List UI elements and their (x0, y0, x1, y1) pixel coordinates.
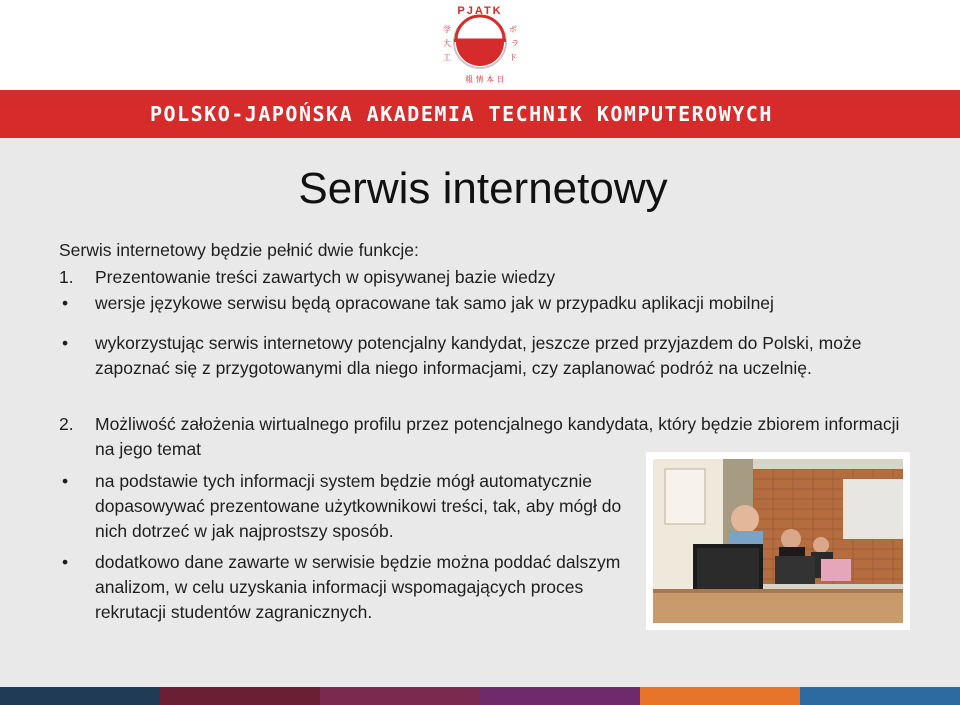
slide-title: Serwis internetowy (298, 164, 668, 213)
svg-text:学: 学 (443, 25, 451, 34)
item-marker: 1. (59, 267, 74, 287)
bullet-marker: • (62, 333, 69, 353)
footer-segment (480, 687, 640, 705)
banner-title: POLSKO-JAPOŃSKA AKADEMIA TECHNIK KOMPUTEROWYCH (150, 102, 773, 126)
intro-text: Serwis internetowy będzie pełnić dwie funkcje: (59, 240, 419, 260)
footer-segment (160, 687, 320, 705)
svg-text:大: 大 (443, 39, 451, 48)
footer-segment (640, 687, 800, 705)
header-area (0, 0, 960, 90)
list-item: wersje językowe serwisu będą opracowane tak samo jak w przypadku aplikacji mobilnej (95, 293, 774, 313)
footer-segment (800, 687, 960, 705)
institution-banner (0, 90, 960, 138)
bullet-marker: • (62, 471, 69, 491)
bullet-marker: • (62, 293, 69, 313)
pjatk-logo-icon (435, 2, 525, 88)
students-with-laptops-photo (646, 452, 910, 630)
svg-text:工: 工 (443, 53, 451, 62)
footer-segment (320, 687, 480, 705)
svg-text:ド: ド (509, 53, 517, 62)
list-item: na podstawie tych informacji system będzie mógł automatycznie dopasowywać prezentowane użytkownikowi treści, tak, aby mógł do nich dotrzeć w jak najprostszy sposób. (95, 471, 622, 541)
bullet-marker: • (62, 552, 69, 572)
footer-color-strip (0, 687, 960, 705)
list-item: wykorzystując serwis internetowy potencjalny kandydat, jeszcze przed przyjazdem do Polski, może zapoznać się z przygotowanymi dla niego informacjami, czy zaplanować podróż na uczelnię. (95, 333, 862, 378)
list-item: dodatkowo dane zawarte w serwisie będzie można poddać dalszym analizom, w celu uzyskania informacji wspomagających proces rekrutacji studentów zagranicznych. (95, 552, 621, 622)
svg-text:ポ: ポ (509, 25, 517, 34)
svg-text:報 情 本 日: 報 情 本 日 (465, 75, 505, 84)
svg-text:ラ: ラ (511, 39, 519, 48)
svg-text:PJATK: PJATK (457, 5, 503, 17)
footer-segment (0, 687, 160, 705)
list-item: Prezentowanie treści zawartych w opisywanej bazie wiedzy (95, 267, 556, 287)
item-marker: 2. (59, 414, 74, 434)
list-item: Możliwość założenia wirtualnego profilu przez potencjalnego kandydata, który będzie zbiorem informacji na jego temat (95, 414, 900, 459)
